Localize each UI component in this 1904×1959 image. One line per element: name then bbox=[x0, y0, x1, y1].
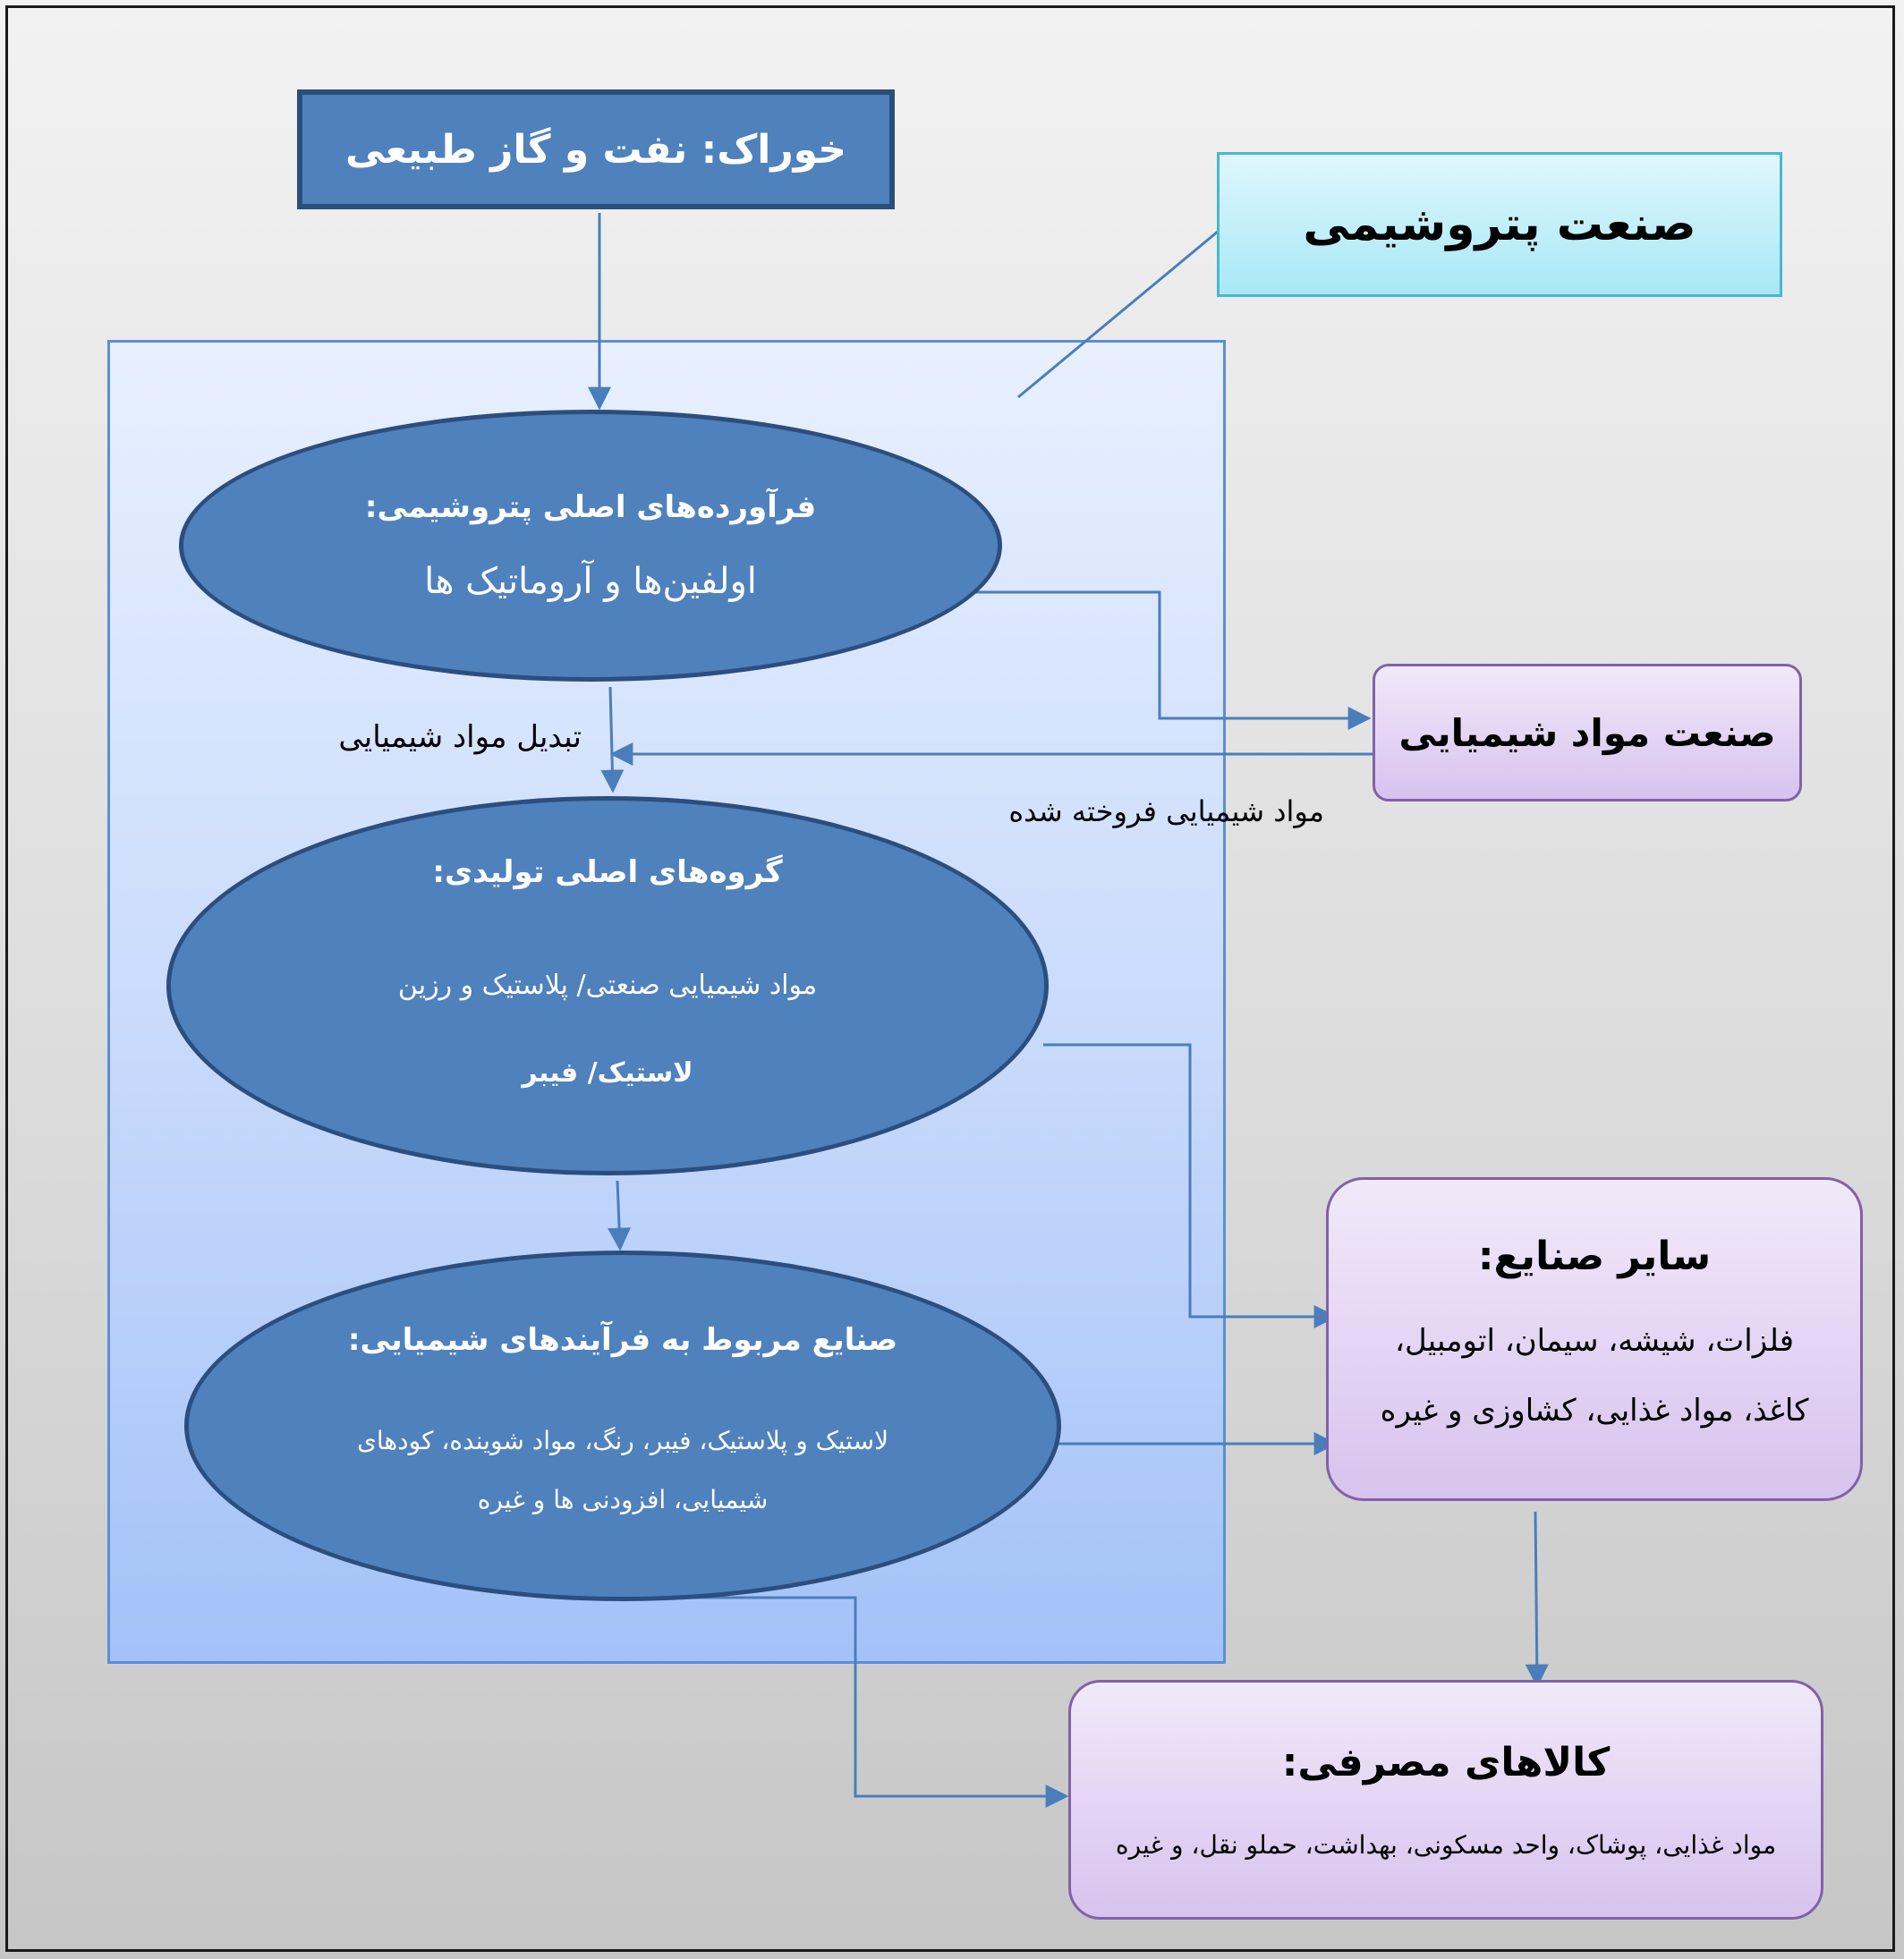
main-products-ellipse bbox=[179, 410, 1002, 682]
other-industries-line2: کاغذ، مواد غذایی، کشاوزی و غیره bbox=[1380, 1392, 1809, 1429]
sold-chemicals-label: مواد شیمیایی فروخته شده bbox=[1008, 794, 1324, 828]
other-industries-box bbox=[1326, 1177, 1863, 1501]
process-industries-line2: شیمیایی، افزودنی ها و غیره bbox=[477, 1485, 769, 1514]
consumer-goods-title: کالاهای مصرفی: bbox=[1281, 1740, 1611, 1785]
production-groups-line2: لاستیک/ فیبر bbox=[522, 1057, 693, 1089]
connector-products-to-groups bbox=[610, 687, 613, 791]
connector-other-to-consumer bbox=[1535, 1512, 1537, 1685]
connector-groups-to-process bbox=[617, 1181, 620, 1249]
other-industries-line1: فلزات، شیشه، سیمان، اتومبیل، bbox=[1394, 1322, 1795, 1359]
process-industries-ellipse bbox=[184, 1251, 1061, 1601]
main-products-items: اولفین‌ها و آروماتیک ها bbox=[424, 561, 757, 602]
connector-petro-callout bbox=[1018, 231, 1219, 397]
main-products-title: فرآورده‌های اصلی پتروشیمی: bbox=[364, 489, 817, 525]
conversion-label: تبدیل مواد شیمیایی bbox=[338, 719, 582, 755]
feedstock-box bbox=[297, 89, 895, 209]
petrochemical-industry-label: صنعت پتروشیمی bbox=[1303, 198, 1696, 251]
consumer-goods-items: مواد غذایی، پوشاک، واحد مسکونی، بهداشت، حملو نقل، و غیره bbox=[1115, 1830, 1777, 1860]
production-groups-title: گروه‌های اصلی تولیدی: bbox=[432, 854, 783, 890]
process-industries-title: صنایع مربوط به فرآیندهای شیمیایی: bbox=[347, 1322, 898, 1358]
production-groups-ellipse bbox=[166, 796, 1049, 1175]
chemical-industry-label: صنعت مواد شیمیایی bbox=[1398, 710, 1776, 755]
production-groups-line1: مواد شیمیایی صنعتی/ پلاستیک و رزین bbox=[397, 970, 818, 1001]
feedstock-label: خوراک: نفت و گاز طبیعی bbox=[345, 126, 846, 173]
connector-groups-to-other bbox=[1043, 1045, 1335, 1317]
other-industries-title: سایر صنایع: bbox=[1477, 1233, 1712, 1279]
process-industries-line1: لاستیک و پلاستیک، فیبر، رنگ، مواد شوینده، کودهای bbox=[356, 1426, 889, 1455]
consumer-goods-box bbox=[1068, 1680, 1823, 1920]
connector-process-to-consumer bbox=[644, 1598, 1067, 1796]
connector-products-to-chemical bbox=[968, 592, 1369, 718]
petrochemical-industry-box bbox=[1217, 152, 1782, 297]
chemical-industry-box bbox=[1373, 664, 1802, 801]
